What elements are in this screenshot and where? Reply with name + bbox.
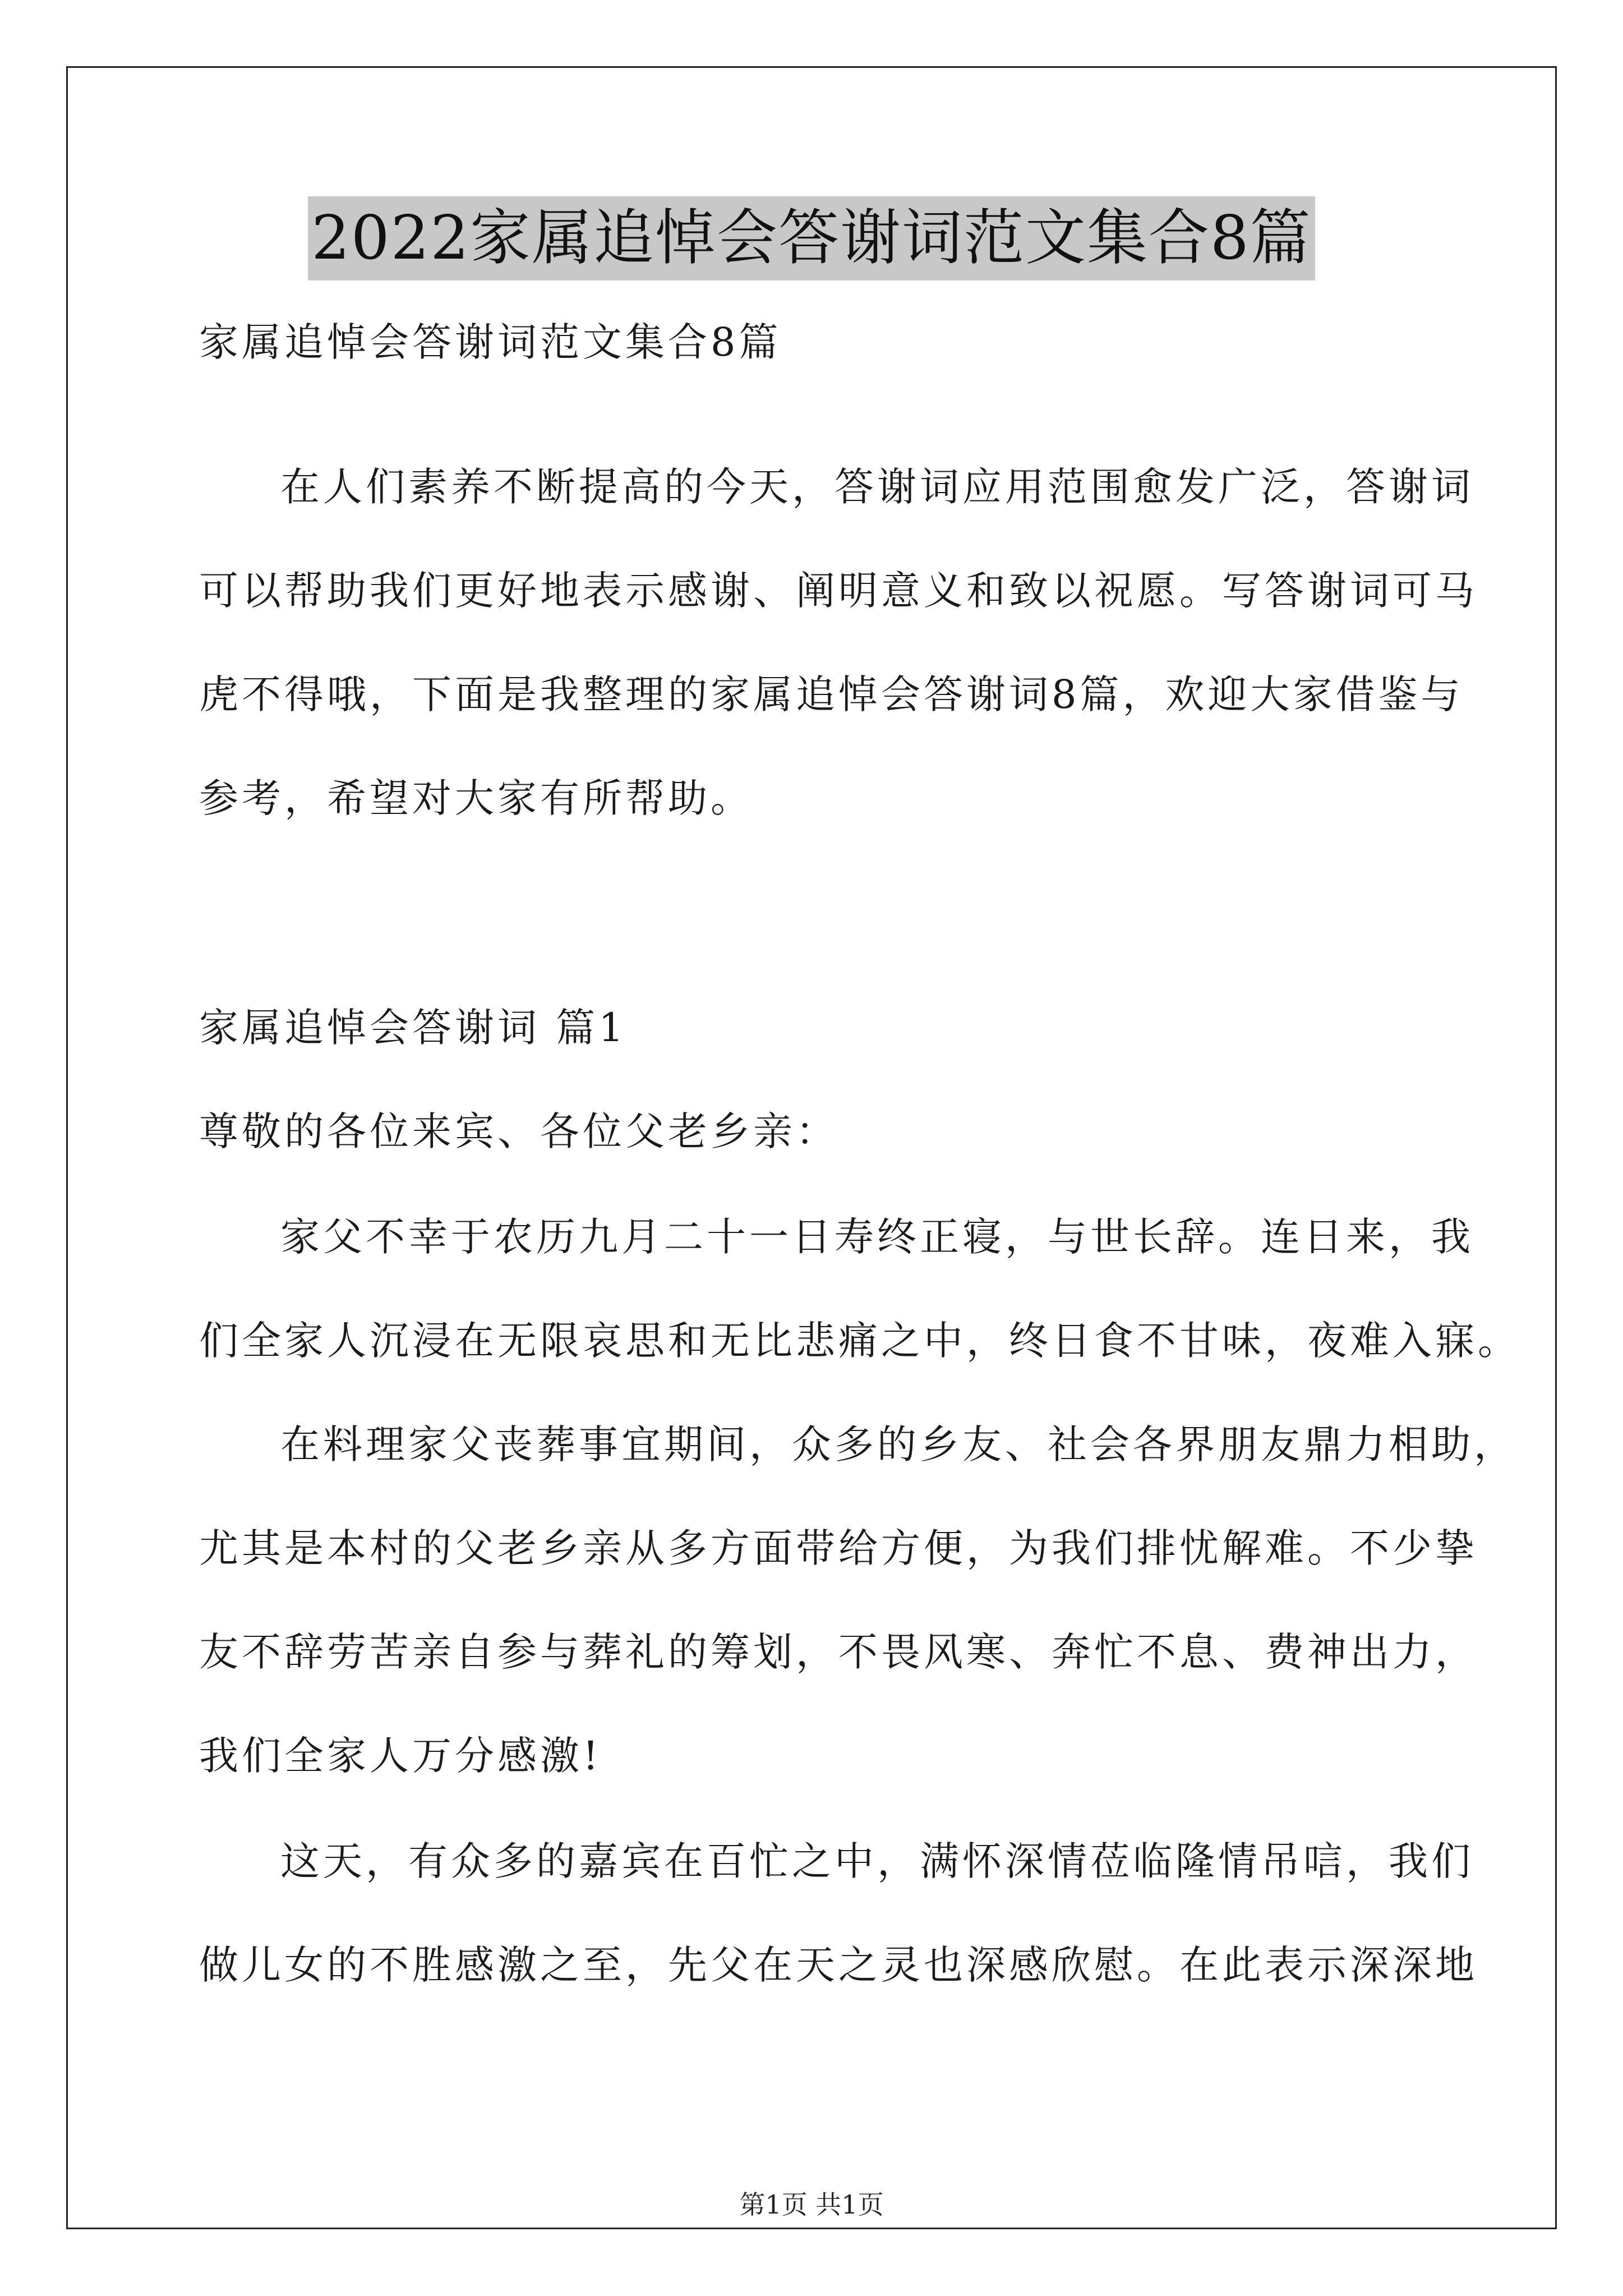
body-line-5: 友不辞劳苦亲自参与葬礼的筹划，不畏风寒、奔忙不息、费神出力， bbox=[199, 1629, 1478, 1675]
intro-line-1: 在人们素养不断提高的今天，答谢词应用范围愈发广泛，答谢词 bbox=[280, 464, 1474, 510]
body-line-7: 这天，有众多的嘉宾在百忙之中，满怀深情莅临隆情吊唁，我们 bbox=[280, 1838, 1474, 1884]
title-container bbox=[0, 196, 1623, 280]
body-line-8: 做儿女的不胜感激之至，先父在天之灵也深感欣慰。在此表示深深地 bbox=[199, 1942, 1478, 1988]
body-line-1: 家父不幸于农历九月二十一日寿终正寝，与世长辞。连日来，我 bbox=[280, 1214, 1474, 1260]
intro-line-4: 参考，希望对大家有所帮助。 bbox=[199, 775, 753, 821]
section-heading: 家属追悼会答谢词 篇1 bbox=[199, 1005, 627, 1051]
intro-line-3: 虎不得哦，下面是我整理的家属追悼会答谢词8篇，欢迎大家借鉴与 bbox=[199, 671, 1464, 717]
body-line-4: 尤其是本村的父老乡亲从多方面带给方便，为我们排忧解难。不少挚 bbox=[199, 1525, 1478, 1571]
body-line-2: 们全家人沉浸在无限哀思和无比悲痛之中，终日食不甘味，夜难入寐。 bbox=[199, 1318, 1520, 1364]
document-title: 2022家属追悼会答谢词范文集合8篇 bbox=[308, 196, 1315, 280]
body-line-6: 我们全家人万分感激! bbox=[199, 1733, 602, 1779]
intro-line-2: 可以帮助我们更好地表示感谢、阐明意义和致以祝愿。写答谢词可马 bbox=[199, 568, 1478, 614]
salutation-line: 尊敬的各位来宾、各位父老乡亲： bbox=[199, 1108, 838, 1154]
body-line-3: 在料理家父丧葬事宜期间，众多的乡友、社会各界朋友鼎力相助， bbox=[280, 1421, 1516, 1467]
page-footer: 第1页 共1页 bbox=[739, 2189, 884, 2220]
subtitle-line: 家属追悼会答谢词范文集合8篇 bbox=[199, 319, 782, 365]
